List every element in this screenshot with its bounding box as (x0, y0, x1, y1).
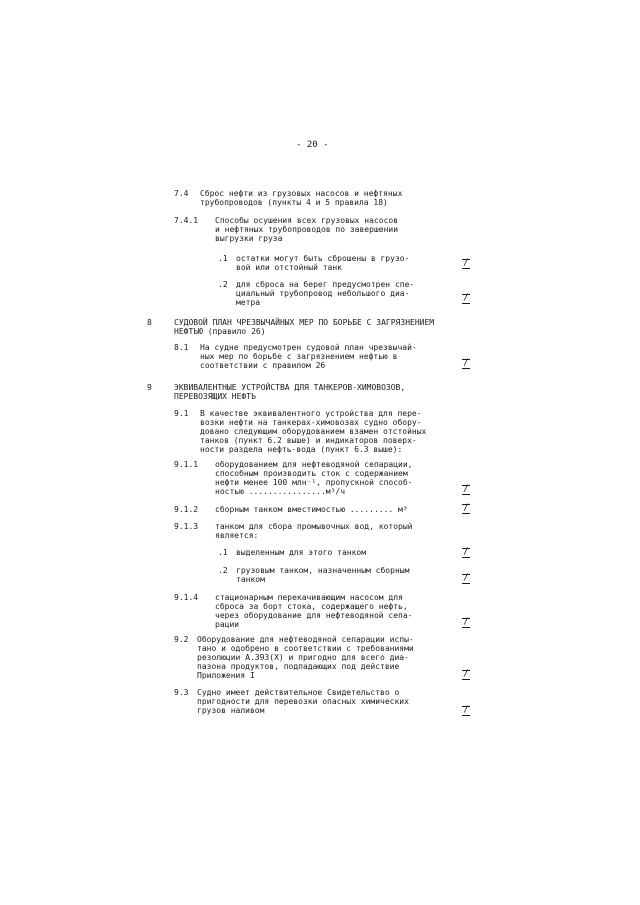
item-number: 9.3 (174, 688, 189, 697)
item-text: грузовым танком, назначенным сборным танком (236, 566, 410, 584)
checkbox-mark: / (463, 617, 469, 627)
item-text: Оборудование для нефтеводяной сепарации испы- тано и одобрено в соответствии с требованиями резолюции А.393(Х) и пригодно для всего диа- пазона продуктов, подпадающих под действие Приложения I (197, 635, 414, 680)
checkbox[interactable] (460, 504, 472, 514)
checkbox-mark: / (463, 293, 469, 303)
checkbox-mark: / (463, 547, 469, 557)
checkbox[interactable] (460, 574, 472, 584)
item-number: 7.4 (174, 189, 189, 198)
item-text: стационарным перекачивающим насосом для сброса за борт стока, содержащего нефть, через оборудование для нефтеводяной сепа- рации (215, 593, 413, 629)
item-number: .2 (218, 566, 228, 575)
checkbox-mark: / (463, 705, 469, 715)
section-heading: СУДОВОЙ ПЛАН ЧРЕЗВЫЧАЙНЫХ МЕР ПО БОРЬБЕ С ЗАГРЯЗНЕНИЕМ НЕФТЬЮ (правило 26) (174, 318, 435, 336)
item-number: 9.1.1 (174, 460, 199, 469)
section-number: 8 (147, 318, 152, 327)
item-text: На судне предусмотрен судовой план чрезвычай- ных мер по борьбе с загрязнением нефтью в соответствии с правилом 26 (200, 343, 417, 370)
item-number: 9.2 (174, 635, 189, 644)
item-text: Сброс нефти из грузовых насосов и нефтяных трубопроводов (пункты 4 и 5 правила 18) (200, 189, 403, 207)
item-text: В качестве эквивалентного устройства для пере- возки нефти на танкерах-химовозах судно обору- довано следующим оборудованием взамен отстойных танков (пункт 6.2 выше) и индикаторов поверх- ности раздела нефть-вода (пункт 6.3 выше): (200, 409, 427, 454)
item-text: для сброса на берег предусмотрен спе- циальный трубопровод небольшого диа- метра (236, 280, 415, 307)
item-text: Способы осушения всех грузовых насосов и нефтяных трубопроводов по завершении выгрузки груза (215, 216, 399, 243)
item-number: 8.1 (174, 343, 189, 352)
item-text: выделенным для этого танком (236, 548, 367, 557)
item-number: 9.1.4 (174, 593, 199, 602)
section-heading: ЭКВИВАЛЕНТНЫЕ УСТРОЙСТВА ДЛЯ ТАНКЕРОВ-ХИМОВОЗОВ, ПЕРЕВОЗЯЩИХ НЕФТЬ (174, 383, 406, 401)
item-text: сборным танком вместимостью ......... м³ (215, 505, 408, 514)
checkbox-mark: / (463, 573, 469, 583)
item-number: 9.1.3 (174, 522, 199, 531)
checkbox[interactable] (460, 259, 472, 269)
checkbox[interactable] (460, 294, 472, 304)
checkbox[interactable] (460, 706, 472, 716)
checkbox-mark: / (463, 669, 469, 679)
item-number: 9.1 (174, 409, 189, 418)
checkbox[interactable] (460, 670, 472, 680)
checkbox-mark: / (463, 258, 469, 268)
item-number: 9.1.2 (174, 505, 199, 514)
page-number: - 20 - (296, 140, 329, 150)
checkbox-mark: / (463, 484, 469, 494)
item-text: остатки могут быть сброшены в грузо- вой или отстойный танк (236, 254, 410, 272)
checkbox[interactable] (460, 548, 472, 558)
checkbox[interactable] (460, 485, 472, 495)
item-number: .1 (218, 548, 228, 557)
checkbox[interactable] (460, 618, 472, 628)
item-text: оборудованием для нефтеводяной сепарации, способным производить сток с содержанием нефти менее 100 млн⁻¹, пропускной способ- ностью ................м³/ч (215, 460, 413, 496)
item-number: .2 (218, 280, 228, 289)
checkbox-mark: / (463, 503, 469, 513)
section-number: 9 (147, 383, 152, 392)
checkbox[interactable] (460, 359, 472, 369)
checkbox-mark: / (463, 358, 469, 368)
item-number: 7.4.1 (174, 216, 199, 225)
item-text: Судно имеет действительное Свидетельство о пригодности для перевозки опасных химических грузов наливом (197, 688, 409, 715)
item-number: .1 (218, 254, 228, 263)
item-text: танком для сбора промывочных вод, который является: (215, 522, 413, 540)
